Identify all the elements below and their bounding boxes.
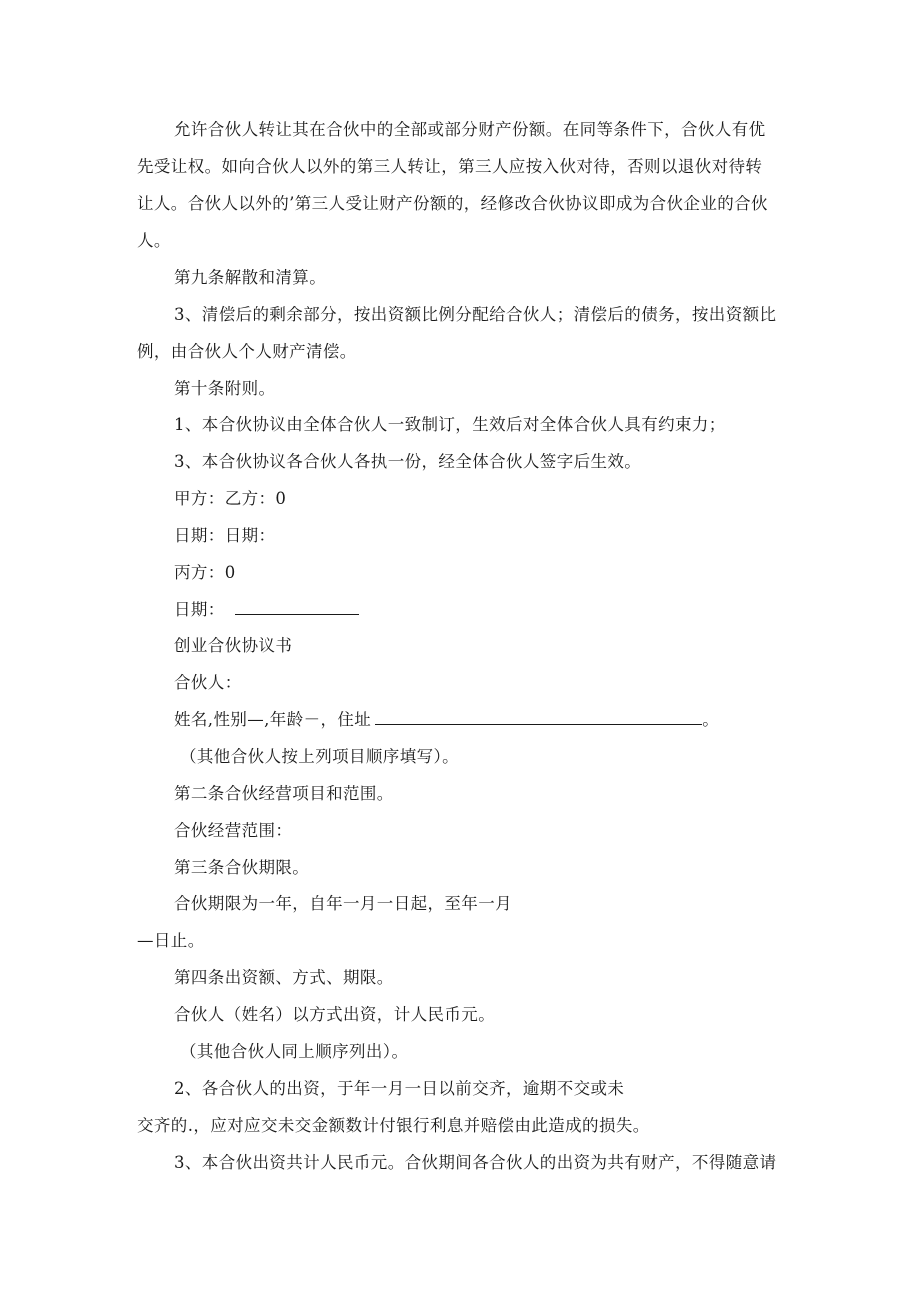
paragraph-line: 合伙人：	[174, 673, 242, 692]
paragraph-line: 3、本合伙协议各合伙人各执一份，经全体合伙人签字后生效。	[174, 452, 642, 471]
paragraph-line: 合伙人（姓名）以方式出资，计人民币元。	[174, 1005, 496, 1024]
paragraph-line: 3、清偿后的剩余部分，按出资额比例分配给合伙人；清偿后的债务，按出资额比	[174, 305, 777, 324]
paragraph-line: 例，由合伙人个人财产清偿。	[137, 342, 357, 361]
date-line: 日期：日期：	[174, 526, 276, 545]
paragraph-line: 3、本合伙出资共计人民币元。合伙期间各合伙人的出资为共有财产，不得随意请	[174, 1153, 777, 1172]
paragraph-line: 允许合伙人转让其在合伙中的全部或部分财产份额。在同等条件下，合伙人有优	[174, 120, 766, 139]
partner-info-line	[174, 710, 719, 730]
paragraph-line: （其他合伙人同上顺序列出）。	[180, 1042, 409, 1061]
paragraph-line: 让人。合伙人以外的’第三人受让财产份额的，经修改合伙协议即成为合伙企业的合伙	[137, 194, 768, 213]
paragraph-line: 合伙经营范围：	[174, 821, 293, 840]
signature-line: 丙方：0	[174, 563, 236, 582]
paragraph-line: 交齐的.，应对应交未交金额数计付银行利息并赔偿由此造成的损失。	[137, 1116, 650, 1135]
document-title: 创业合伙协议书	[174, 636, 293, 655]
paragraph-line: 人。	[137, 231, 171, 250]
section-heading: 第十条附则。	[174, 379, 276, 398]
paragraph-line: 1、本合伙协议由全体合伙人一致制订，生效后对全体合伙人具有约束力；	[174, 415, 726, 434]
section-heading: 第二条合伙经营项目和范围。	[174, 784, 394, 803]
paragraph-line: —日止。	[137, 931, 205, 950]
date-line	[174, 600, 359, 620]
signature-line: 甲方：乙方：0	[174, 489, 287, 508]
section-heading: 第九条解散和清算。	[174, 268, 327, 287]
paragraph-line: 2、各合伙人的出资，于年一月一日以前交齐，逾期不交或未	[174, 1079, 625, 1098]
paragraph-line: （其他合伙人按上列项目顺序填写）。	[180, 747, 460, 766]
section-heading: 第三条合伙期限。	[174, 858, 310, 877]
date-blank	[235, 600, 359, 615]
section-heading: 第四条出资额、方式、期限。	[174, 968, 394, 987]
paragraph-line: 合伙期限为一年，自年一月一日起，至年一月	[174, 894, 512, 913]
address-blank	[375, 710, 702, 725]
paragraph-line: 先受让权。如向合伙人以外的第三人转让，第三人应按入伙对待，否则以退伙对待转	[137, 157, 763, 176]
partner-info-label: 姓名,性别—,年龄－，住址	[174, 710, 372, 729]
period-mark: 。	[702, 710, 720, 729]
date-label: 日期：	[174, 600, 225, 619]
